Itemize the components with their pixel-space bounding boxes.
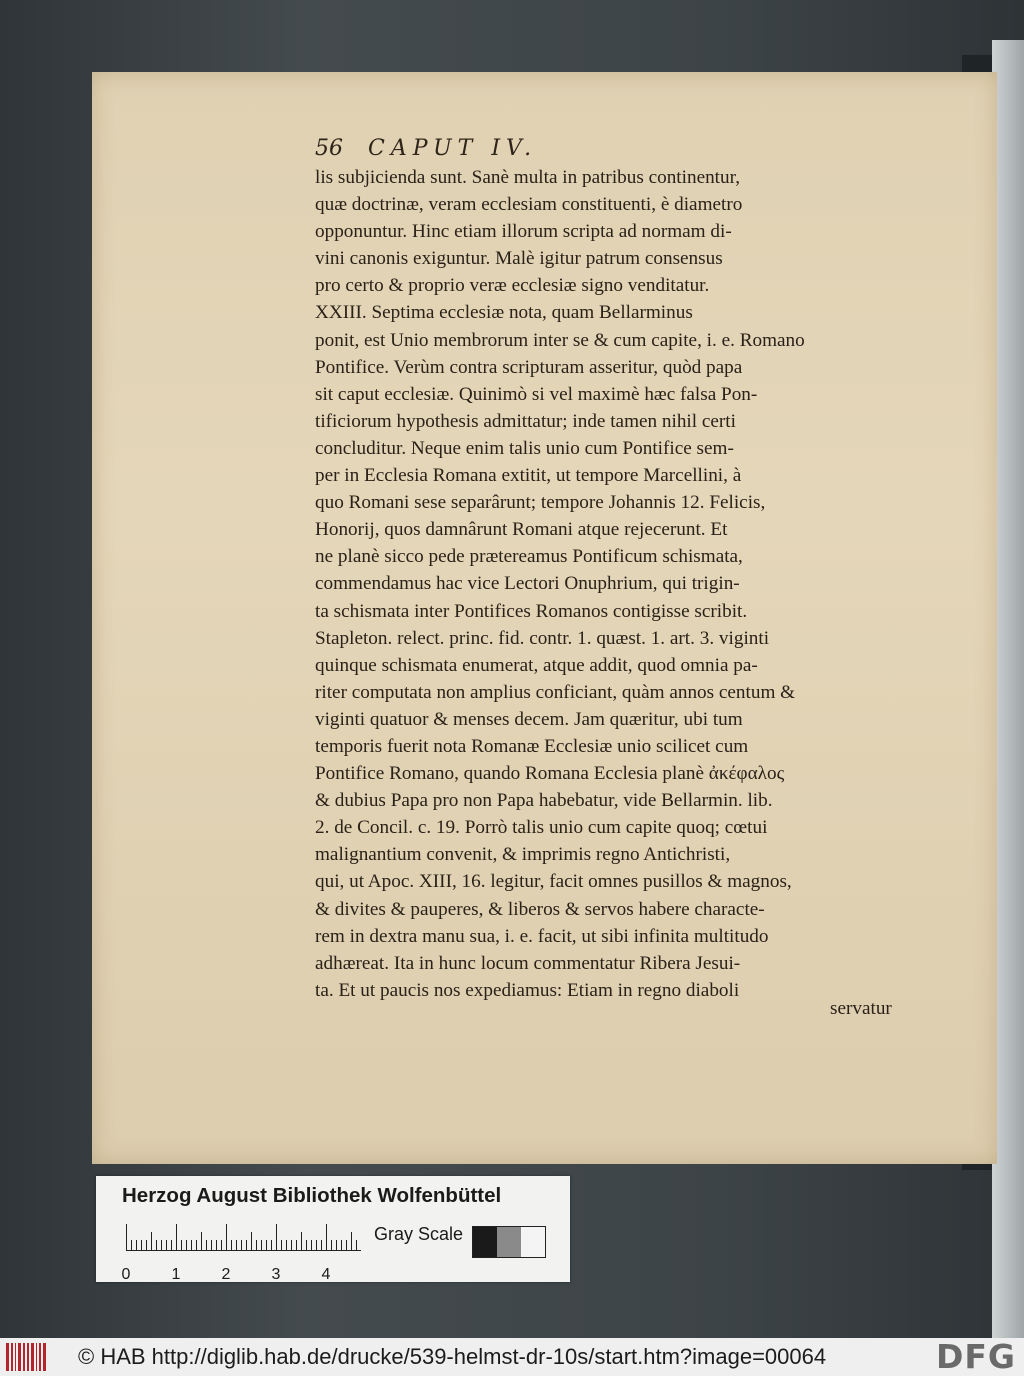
text-line: temporis fuerit nota Romanæ Ecclesiæ unio scilicet cum bbox=[315, 735, 749, 757]
barcode-bar bbox=[23, 1343, 25, 1371]
ruler-number: 3 bbox=[271, 1266, 281, 1283]
text-line: ta schismata inter Pontifices Romanos contigisse scribit. bbox=[315, 600, 748, 622]
ruler-tick bbox=[231, 1240, 232, 1250]
ruler-number: 2 bbox=[221, 1266, 231, 1283]
ruler-tick bbox=[186, 1240, 187, 1250]
ruler-tick bbox=[246, 1240, 247, 1250]
ruler-tick bbox=[301, 1232, 302, 1250]
ruler-tick bbox=[156, 1240, 157, 1250]
ruler-tick bbox=[256, 1240, 257, 1250]
barcode-bar bbox=[18, 1343, 21, 1371]
ruler-tick bbox=[131, 1240, 132, 1250]
text-line: commendamus hac vice Lectori Onuphrium, qui trigin- bbox=[315, 573, 740, 595]
ruler-tick bbox=[196, 1240, 197, 1250]
ruler-tick bbox=[261, 1240, 262, 1250]
ruler-tick bbox=[336, 1240, 337, 1250]
ruler-tick bbox=[191, 1240, 192, 1250]
text-line: Stapleton. relect. princ. fid. contr. 1. quæst. 1. art. 3. viginti bbox=[315, 627, 770, 649]
ruler-tick bbox=[326, 1224, 327, 1250]
catchword: servatur bbox=[830, 998, 892, 1019]
text-line: concluditur. Neque enim talis unio cum Pontifice sem- bbox=[315, 437, 734, 459]
text-line: & dubius Papa pro non Papa habebatur, vide Bellarmin. lib. bbox=[315, 790, 773, 812]
running-head: CAPUT IV. bbox=[368, 136, 538, 161]
ruler-tick bbox=[166, 1240, 167, 1250]
text-line: opponuntur. Hinc etiam illorum scripta ad normam di- bbox=[315, 221, 732, 243]
text-line: pro certo & proprio veræ ecclesiæ signo venditatur. bbox=[315, 275, 710, 297]
ruler-tick bbox=[176, 1224, 177, 1250]
barcode-bar bbox=[15, 1343, 17, 1371]
text-line: lis subjicienda sunt. Sanè multa in patribus continentur, bbox=[315, 167, 741, 188]
ruler-tick bbox=[151, 1232, 152, 1250]
ruler-tick bbox=[126, 1224, 127, 1250]
gray-swatch bbox=[473, 1227, 497, 1257]
barcode-bar bbox=[43, 1343, 46, 1371]
barcode-bar bbox=[11, 1343, 13, 1371]
barcode-bar bbox=[31, 1343, 34, 1371]
ruler-tick bbox=[356, 1240, 357, 1250]
barcode-bar bbox=[27, 1343, 29, 1371]
ruler-tick bbox=[321, 1240, 322, 1250]
text-line: 2. de Concil. c. 19. Porrò talis unio cum capite quoq; cœtui bbox=[315, 817, 768, 839]
library-name: Herzog August Bibliothek Wolfenbüttel bbox=[122, 1184, 502, 1207]
ruler-tick bbox=[161, 1240, 162, 1250]
ruler-baseline bbox=[126, 1250, 361, 1251]
ruler-tick bbox=[351, 1232, 352, 1250]
ruler-tick bbox=[141, 1240, 142, 1250]
ruler-number: 4 bbox=[321, 1266, 331, 1283]
ruler-tick bbox=[236, 1240, 237, 1250]
ruler-tick bbox=[331, 1240, 332, 1250]
ruler-tick bbox=[251, 1232, 252, 1250]
page-number: 56 bbox=[315, 136, 343, 161]
ruler-tick bbox=[266, 1240, 267, 1250]
barcode-bar bbox=[6, 1343, 9, 1371]
ruler-tick bbox=[136, 1240, 137, 1250]
ruler-tick bbox=[291, 1240, 292, 1250]
ruler-tick bbox=[171, 1240, 172, 1250]
text-line: & divites & pauperes, & liberos & servos habere characte- bbox=[315, 898, 765, 920]
ruler-tick bbox=[341, 1240, 342, 1250]
text-line: riter computata non amplius conficiant, quàm annos centum & bbox=[315, 681, 796, 703]
text-line: quæ doctrinæ, veram ecclesiam constituenti, è diametro bbox=[315, 194, 743, 216]
text-line: Pontifice Romano, quando Romana Ecclesia planè ἀκέφαλος bbox=[315, 763, 785, 785]
gray-swatch bbox=[497, 1227, 521, 1257]
text-line: tificiorum hypothesis admittatur; inde tamen nihil certi bbox=[315, 410, 736, 432]
footer-url: © HAB http://diglib.hab.de/drucke/539-helmst-dr-10s/start.htm?image=00064 bbox=[78, 1344, 827, 1369]
ruler-tick bbox=[296, 1240, 297, 1250]
text-line: Pontifice. Verùm contra scripturam asseritur, quòd papa bbox=[315, 356, 743, 378]
ruler-number: 1 bbox=[171, 1266, 181, 1283]
ruler-tick bbox=[226, 1224, 227, 1250]
ruler-tick bbox=[146, 1240, 147, 1250]
ruler-tick bbox=[276, 1224, 277, 1250]
ruler-tick bbox=[316, 1240, 317, 1250]
text-line: XXIII. Septima ecclesiæ nota, quam Bellarminus bbox=[315, 302, 693, 324]
text-line: adhæreat. Ita in hunc locum commentatur Ribera Jesui- bbox=[315, 952, 741, 974]
ruler-tick bbox=[211, 1240, 212, 1250]
ruler-tick bbox=[216, 1240, 217, 1250]
ruler-tick bbox=[241, 1240, 242, 1250]
text-line: ta. Et ut paucis nos expediamus: Etiam in regno diaboli bbox=[315, 979, 740, 1001]
ruler-tick bbox=[206, 1240, 207, 1250]
ruler-tick bbox=[286, 1240, 287, 1250]
barcode-icon bbox=[6, 1343, 46, 1371]
ruler-tick bbox=[181, 1240, 182, 1250]
ruler-tick bbox=[201, 1232, 202, 1250]
ruler-tick bbox=[346, 1240, 347, 1250]
gray-swatch bbox=[521, 1227, 545, 1257]
text-line: rem in dextra manu sua, i. e. facit, ut sibi infinita multitudo bbox=[315, 925, 769, 947]
ruler-tick bbox=[271, 1240, 272, 1250]
page-body-text bbox=[315, 164, 940, 1004]
text-line: quo Romani sese separârunt; tempore Johannis 12. Felicis, bbox=[315, 492, 766, 514]
text-line: Honorij, quos damnârunt Romani atque rejecerunt. Et bbox=[315, 519, 728, 541]
barcode-bar bbox=[36, 1343, 38, 1371]
ruler-number: 0 bbox=[121, 1266, 131, 1283]
text-line: qui, ut Apoc. XIII, 16. legitur, facit omnes pusillos & magnos, bbox=[315, 871, 792, 893]
ruler-tick bbox=[306, 1240, 307, 1250]
gray-scale-label: Gray Scale bbox=[374, 1224, 464, 1244]
ruler-tick bbox=[311, 1240, 312, 1250]
ruler-tick bbox=[221, 1240, 222, 1250]
text-line: quinque schismata enumerat, atque addit, quod omnia pa- bbox=[315, 654, 758, 676]
dfg-logo: DFG bbox=[936, 1337, 1017, 1376]
text-line: vini canonis exiguntur. Malè igitur patrum consensus bbox=[315, 248, 723, 270]
measurement-ruler bbox=[121, 1224, 371, 1284]
text-line: ne planè sicco pede prætereamus Pontificum schismata, bbox=[315, 546, 743, 568]
gray-scale-swatches bbox=[472, 1226, 546, 1258]
text-line: viginti quatuor & menses decem. Jam quæritur, ubi tum bbox=[315, 708, 743, 730]
text-line: sit caput ecclesiæ. Quinimò si vel maximè hæc falsa Pon- bbox=[315, 383, 758, 405]
ruler-tick bbox=[281, 1240, 282, 1250]
barcode-bar bbox=[39, 1343, 41, 1371]
text-line: malignantium convenit, & imprimis regno Antichristi, bbox=[315, 844, 731, 866]
text-line: ponit, est Unio membrorum inter se & cum capite, i. e. Romano bbox=[315, 329, 805, 351]
text-line: per in Ecclesia Romana extitit, ut tempore Marcellini, à bbox=[315, 465, 742, 487]
